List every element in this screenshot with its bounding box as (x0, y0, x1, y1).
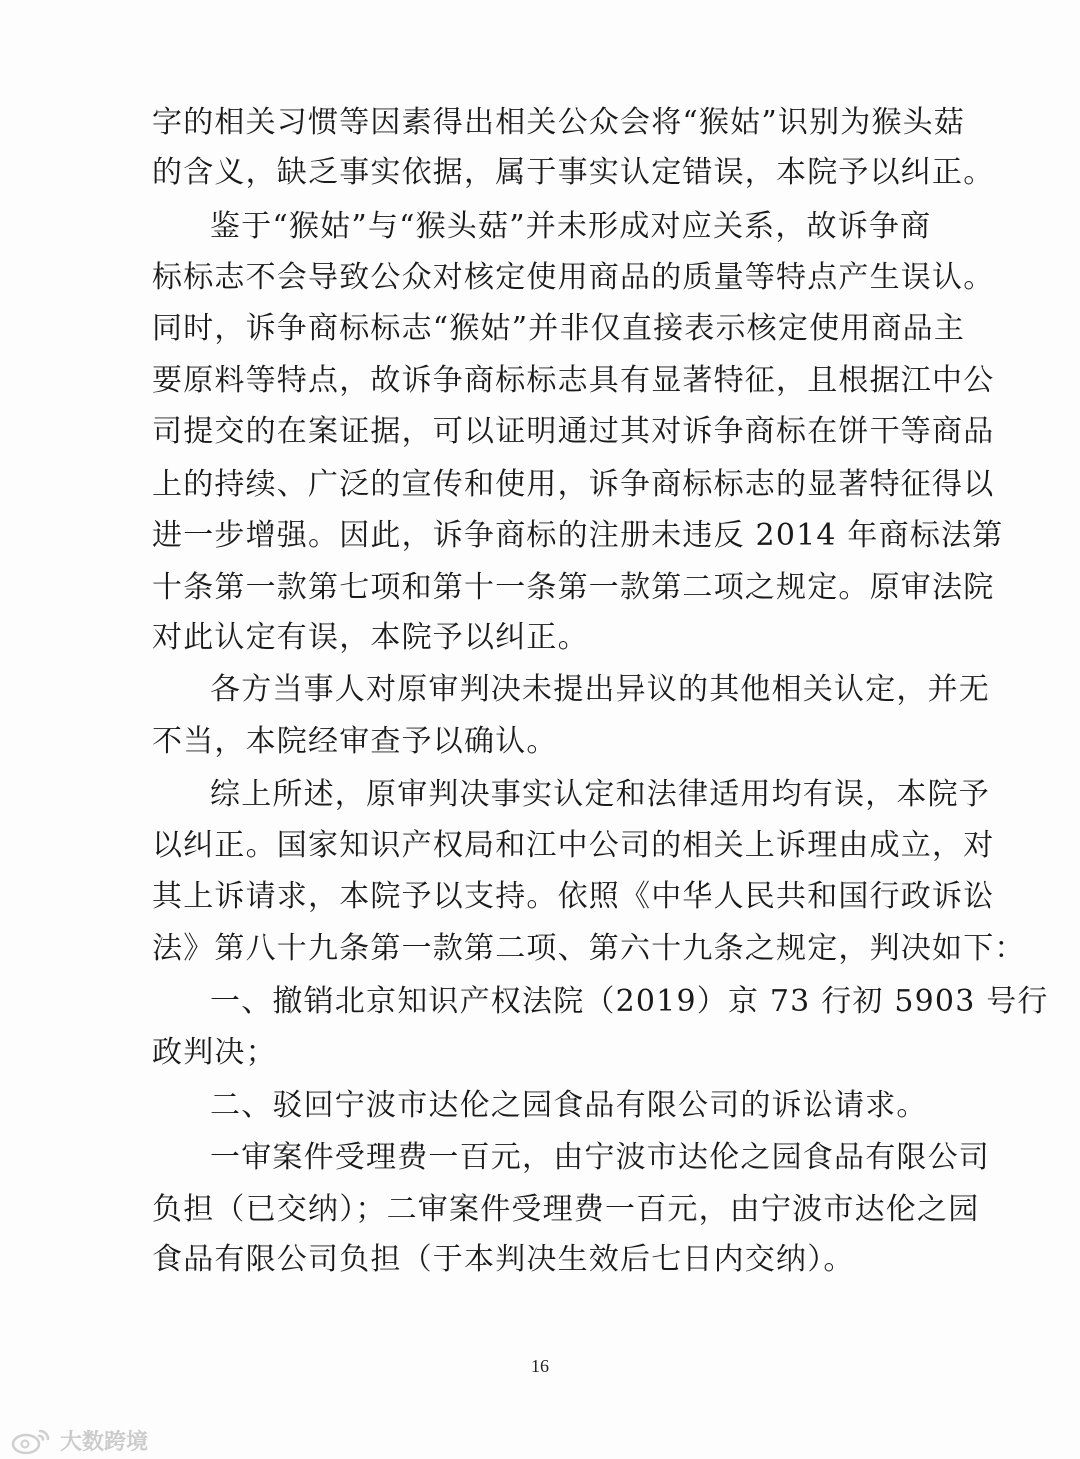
judgment-item-2: 二、驳回宁波市达伦之园食品有限公司的诉讼请求。 (210, 1088, 928, 1123)
text-line: 不当，本院经审查予以确认。 (152, 724, 558, 759)
text-line: 食品有限公司负担（于本判决生效后七日内交纳）。 (152, 1242, 855, 1277)
text-line: 其上诉请求，本院予以支持。依照《中华人民共和国行政诉讼 (152, 879, 995, 914)
text-line: 的含义，缺乏事实依据，属于事实认定错误，本院予以纠正。 (152, 155, 995, 190)
text-line: 以纠正。国家知识产权局和江中公司的相关上诉理由成立，对 (152, 828, 995, 863)
text-line: 上的持续、广泛的宣传和使用，诉争商标标志的显著特征得以 (152, 467, 995, 502)
text-line: 对此认定有误，本院予以纠正。 (152, 620, 589, 655)
text-line: 进一步增强。因此，诉争商标的注册未违反 2014 年商标法第 (152, 518, 1004, 553)
judgment-item-1: 一、撤销北京知识产权法院（2019）京 73 行初 5903 号行 (210, 984, 1049, 1019)
text-line: 十条第一款第七项和第十一条第一款第二项之规定。原审法院 (152, 570, 995, 605)
watermark (10, 1422, 148, 1458)
page-number: 16 (531, 1356, 549, 1376)
text-line: 法》第八十九条第一款第二项、第六十九条之规定，判决如下： (152, 931, 1026, 966)
text-line: 政判决； (152, 1035, 277, 1070)
paragraph-start-line: 一审案件受理费一百元，由宁波市达伦之园食品有限公司 (210, 1140, 990, 1175)
paragraph-start-line: 各方当事人对原审判决未提出异议的其他相关认定，并无 (210, 672, 990, 707)
text-line: 负担（已交纳）；二审案件受理费一百元，由宁波市达伦之园 (152, 1192, 980, 1227)
text-line: 字的相关习惯等因素得出相关公众会将“猴姑”识别为猴头菇 (152, 105, 966, 140)
text-line: 司提交的在案证据，可以证明通过其对诉争商标在饼干等商品 (152, 414, 995, 449)
text-line: 同时，诉争商标标志“猴姑”并非仅直接表示核定使用商品主 (152, 311, 966, 346)
weibo-logo-icon (10, 1425, 54, 1455)
watermark-text: 大数跨境 (60, 1429, 149, 1455)
paragraph-start-line: 综上所述，原审判决事实认定和法律适用均有误，本院予 (210, 777, 990, 812)
paragraph-start-line: 鉴于“猴姑”与“猴头菇”并未形成对应关系，故诉争商 (210, 209, 932, 244)
text-line: 标标志不会导致公众对核定使用商品的质量等特点产生误认。 (152, 260, 995, 295)
text-line: 要原料等特点，故诉争商标标志具有显著特征，且根据江中公 (152, 363, 995, 398)
